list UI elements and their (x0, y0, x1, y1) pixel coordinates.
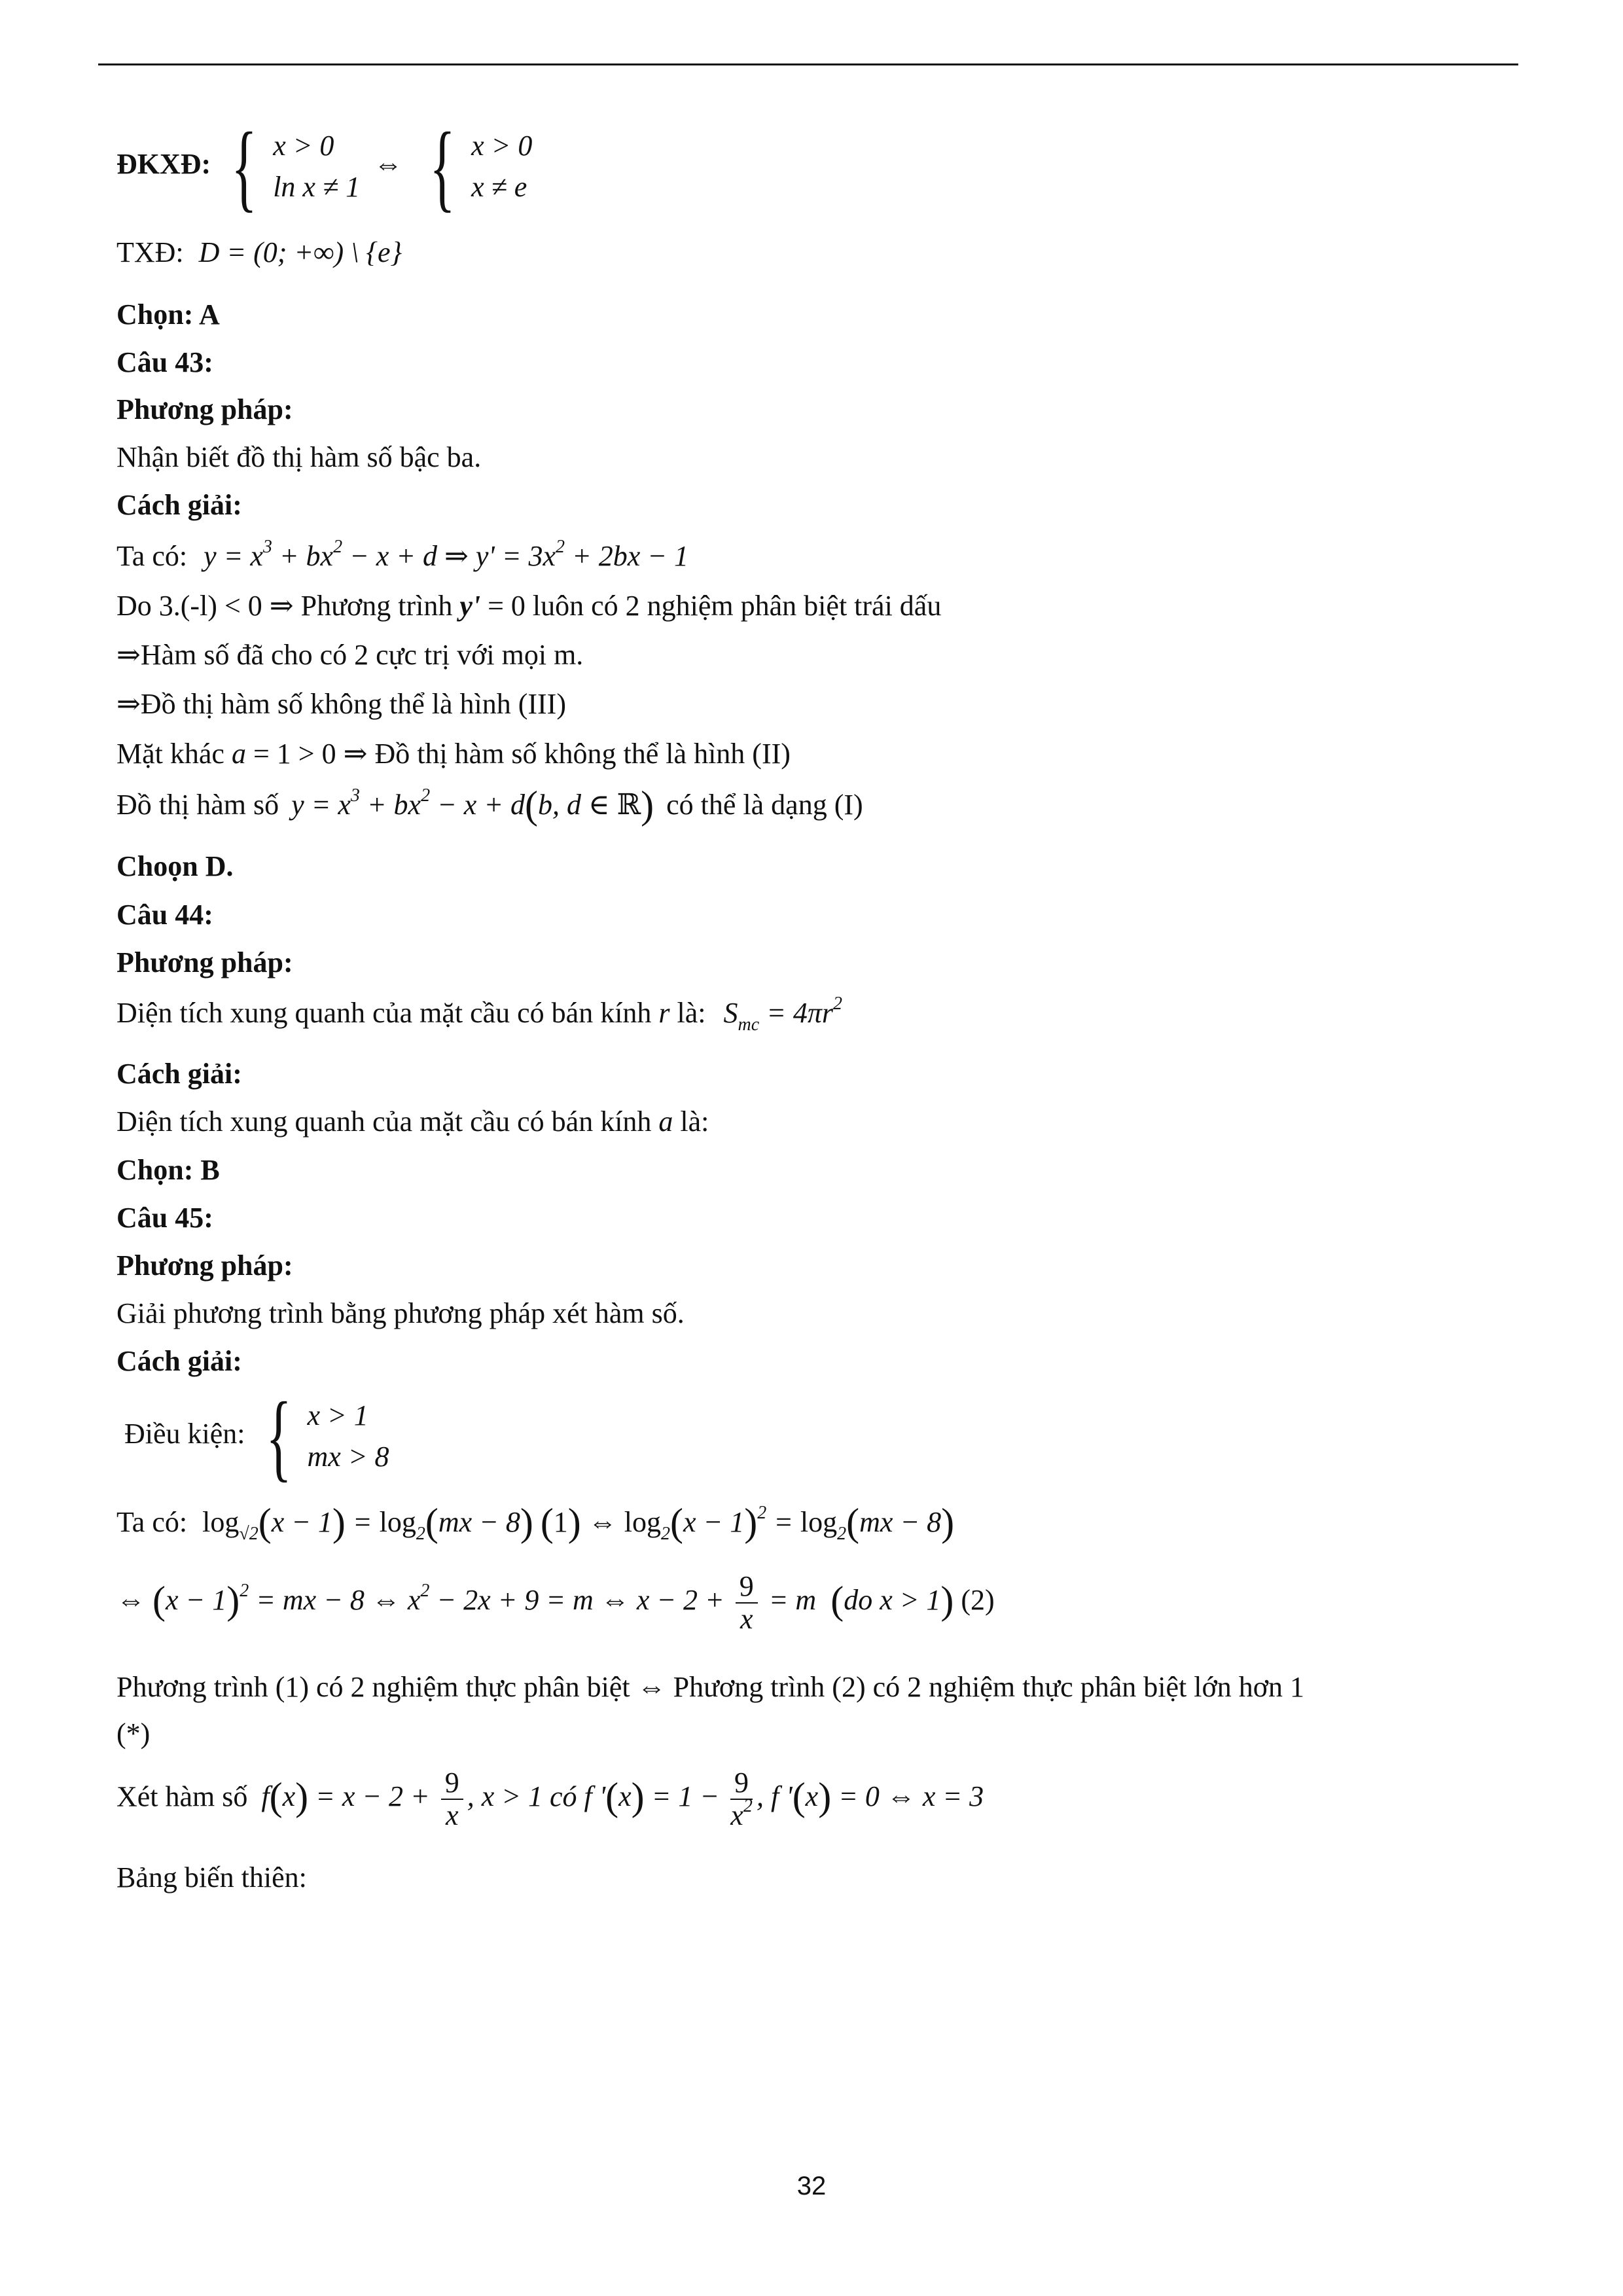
implies-arrow: ⇒ (116, 688, 141, 720)
q43-derivative-formula: $y = x^3 + bx^2 - x + d$ ⇒ $y' = 3x^2 + 2bx - 1$ (204, 537, 688, 572)
q44-solution-text-a2: a (658, 1105, 673, 1138)
dkxd-sys1-row2: ln x ≠ 1 (273, 171, 361, 203)
fraction-9-over-x: $\frac{9}{x}$ (736, 1571, 758, 1636)
q45-solution-label: Cách giải: (116, 1345, 242, 1377)
implies-arrow: ⇒ (116, 639, 141, 671)
dkxd-sys2-row1: x > 0 (471, 130, 533, 162)
q43-line5-b: a (231, 738, 246, 770)
q43-line2 (116, 589, 941, 624)
q45-cond-row1: x > 1 (307, 1399, 368, 1432)
q45-bbt-label: Bảng biến thiên: (116, 1861, 307, 1893)
implies-arrow: ⇒ (269, 590, 301, 622)
dkxd-system-2: { x > 0 x ≠ e (429, 113, 533, 221)
q44-method-text-r: r (658, 997, 670, 1029)
q43-line5-c: = 1 > 0 (253, 738, 336, 770)
q44-solution-text-b: là: (680, 1105, 709, 1138)
dkxd-sys1-row1: x > 0 (273, 130, 334, 162)
q45-log-line (116, 1501, 955, 1544)
dkxd-line (116, 113, 533, 221)
q43-line2-c: y' (459, 590, 481, 622)
q43-line4-text: Đồ thị hàm số không thể là hình (III) (140, 688, 566, 720)
q43-line3-text: Hàm số đã cho có 2 cực trị với mọi m. (140, 639, 584, 671)
q44-solution-text-a: Diện tích xung quanh của mặt cầu có bán kính (116, 1105, 652, 1138)
q43-choice: Choọn D. (116, 850, 234, 882)
q43-line1-prefix: Ta có: (116, 540, 188, 572)
header-rule (98, 63, 1518, 65)
q45-xet-line (116, 1767, 984, 1832)
q44-solution-label: Cách giải: (116, 1058, 242, 1090)
q44-method-text-a: Diện tích xung quanh của mặt cầu có bán kính (116, 997, 652, 1029)
q43-line6-formula: $y = x^3 + bx^2 - x + d(b$, d ∈ ℝ) (291, 783, 654, 827)
q43-method-text: Nhận biết đồ thị hàm số bậc ba. (116, 441, 482, 473)
q43-line6 (116, 783, 863, 827)
q43-solution-label: Cách giải: (116, 489, 242, 521)
dkxd-equiv: ⇔ (374, 148, 403, 181)
q45-method-text: Giải phương trình bằng phương pháp xét hàm số. (116, 1297, 685, 1329)
q42-choice: Chọn: A (116, 298, 220, 331)
q45-phuongtrinh-a: Phương trình (1) có 2 nghiệm thực phân biệt (116, 1671, 630, 1703)
q43-title: Câu 43: (116, 346, 213, 378)
q44-title: Câu 44: (116, 899, 213, 931)
q43-line2-a: Do 3.(-l) < 0 (116, 590, 262, 622)
txd-label: TXĐ: (116, 236, 184, 268)
q44-method-text-b: là: (677, 997, 706, 1029)
q45-function-derivative: f '(x) = 1 − $\frac{9}{x^2}$ , f '(x) = 0 ⇔ x = 3 (584, 1767, 984, 1832)
q45-phuongtrinh-b: Phương trình (2) có 2 nghiệm thực phân biệt lớn hơn 1 (673, 1671, 1304, 1703)
q44-choice: Chọn: B (116, 1154, 220, 1186)
q45-equiv-line (116, 1571, 995, 1636)
q45-cond-row2: mx > 8 (307, 1441, 389, 1473)
dkxd-label: ĐKXĐ: (116, 148, 211, 181)
q43-line2-b: Phương trình (300, 590, 453, 622)
q45-cond-label: Điều kiện: (124, 1418, 245, 1450)
q43-line6-b: có thể là dạng (I) (666, 789, 863, 821)
q43-line6-a: Đồ thị hàm số (116, 789, 279, 821)
q45-method-label: Phương pháp: (116, 1249, 293, 1282)
q45-xet-co: có (549, 1780, 577, 1813)
q44-method-label: Phương pháp: (116, 946, 293, 978)
q43-line4 (116, 687, 566, 722)
q45-cond-system: { x > 1 mx > 8 (265, 1382, 389, 1491)
q44-area-formula: $S_{mc} = 4\pi r^2$ (723, 994, 843, 1035)
q43-line5-a: Mặt khác (116, 738, 224, 770)
q44-solution-text (116, 1105, 709, 1139)
implies-arrow: ⇒ (343, 738, 375, 770)
fraction-9-over-x: $\frac{9}{x}$ (441, 1767, 463, 1832)
q45-log-equation: $\log_{√2}(x - 1) = \log_2(mx - 8)$ (1) ⇔ $\log_2(x - 1)^2 = \log_2(mx - 8)$ (202, 1501, 955, 1544)
q43-line2-d: = 0 luôn có 2 nghiệm phân biệt trái dấu (488, 590, 942, 622)
fraction-9-over-x2: $\frac{9}{x^2}$ (730, 1767, 753, 1832)
q43-line1 (116, 539, 688, 574)
q43-line5 (116, 737, 791, 772)
txd-line (116, 236, 402, 270)
page-number: 32 (796, 2172, 827, 2200)
q44-method-text (116, 994, 843, 1035)
q45-condition (124, 1382, 389, 1491)
q43-method-label: Phương pháp: (116, 393, 293, 425)
q45-function-def: f(x) = x − 2 + $\frac{9}{x}$ , x > 1 (261, 1767, 543, 1832)
dkxd-system-1: { x > 0 ln x ≠ 1 (231, 113, 361, 221)
q45-phuongtrinh-line (116, 1670, 1304, 1705)
q45-star: (*) (116, 1717, 151, 1749)
q45-xet-label: Xét hàm số (116, 1780, 248, 1813)
q43-line3 (116, 638, 583, 673)
equiv-arrow: ⇔ (637, 1671, 673, 1703)
txd-formula: D = (0; +∞) \ {e} (198, 236, 402, 268)
dkxd-sys2-row2: x ≠ e (471, 171, 527, 203)
q45-title: Câu 45: (116, 1202, 213, 1234)
q45-taco: Ta có: (116, 1506, 188, 1538)
q45-equiv-equation: ⇔ $(x - 1)^2$ = mx − 8 ⇔ $x^2 - 2x + 9 = m$ ⇔ x − 2 + $\frac{9}{x}$ = m (do x > 1) (2) (116, 1570, 995, 1636)
q43-line5-d: Đồ thị hàm số không thể là hình (II) (374, 738, 791, 770)
